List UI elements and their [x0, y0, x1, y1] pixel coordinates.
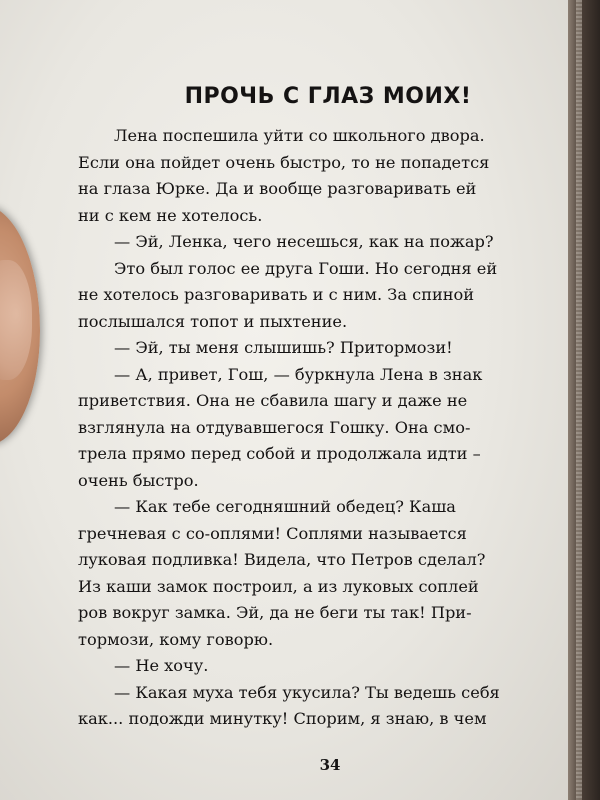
text-line: не хотелось разговаривать и с ним. За спиной	[78, 285, 475, 304]
text-line: на глаза Юрке. Да и вообще разговаривать ей	[78, 179, 477, 198]
text-line: луковая подливка! Видела, что Петров сделал?	[78, 550, 486, 569]
text-line: послышался топот и пыхтение.	[78, 311, 348, 331]
text-line: гречневая с со-оплями! Соплями называется	[78, 523, 467, 543]
text-line: очень быстро.	[78, 470, 199, 490]
text-line: — Эй, Ленка, чего несешься, как на пожар?	[114, 232, 494, 251]
page-content	[78, 72, 558, 733]
text-line: приветствия. Она не сбавила шагу и даже не	[78, 391, 468, 410]
text-line: ни с кем не хотелось.	[78, 205, 263, 225]
text-line: — Какая муха тебя укусила? Ты ведешь себя	[114, 682, 500, 702]
text-line: — Эй, ты меня слышишь? Притормози!	[114, 338, 453, 357]
text-line: трела прямо перед собой и продолжала идти –	[78, 444, 481, 463]
text-line: как... подожди минутку! Спорим, я знаю, в чем	[78, 709, 487, 728]
text-line: взглянула на отдувавшегося Гошку. Она смо-	[78, 417, 471, 437]
text-line: Это был голос ее друга Гоши. Но сегодня ей	[114, 258, 498, 278]
text-line: Если она пойдет очень быстро, то не попадется	[78, 152, 490, 172]
chapter-title: ПРОЧЬ С ГЛАЗ МОИХ!	[184, 84, 472, 109]
book-spine-edge	[568, 0, 600, 800]
text-line: — А, привет, Гош, — буркнула Лена в знак	[114, 364, 483, 384]
text-line: тормози, кому говорю.	[78, 629, 274, 649]
text-line: ров вокруг замка. Эй, да не беги ты так! При-	[78, 603, 472, 622]
text-line: Из каши замок построил, а из луковых соплей	[78, 576, 479, 596]
text-line: — Как тебе сегодняшний обедец? Каша	[114, 497, 456, 516]
page-number: 34	[319, 756, 341, 774]
text-line: Лена поспешила уйти со школьного двора.	[114, 126, 485, 145]
text-line: — Не хочу.	[114, 656, 209, 675]
page-stack-edge	[576, 0, 582, 800]
